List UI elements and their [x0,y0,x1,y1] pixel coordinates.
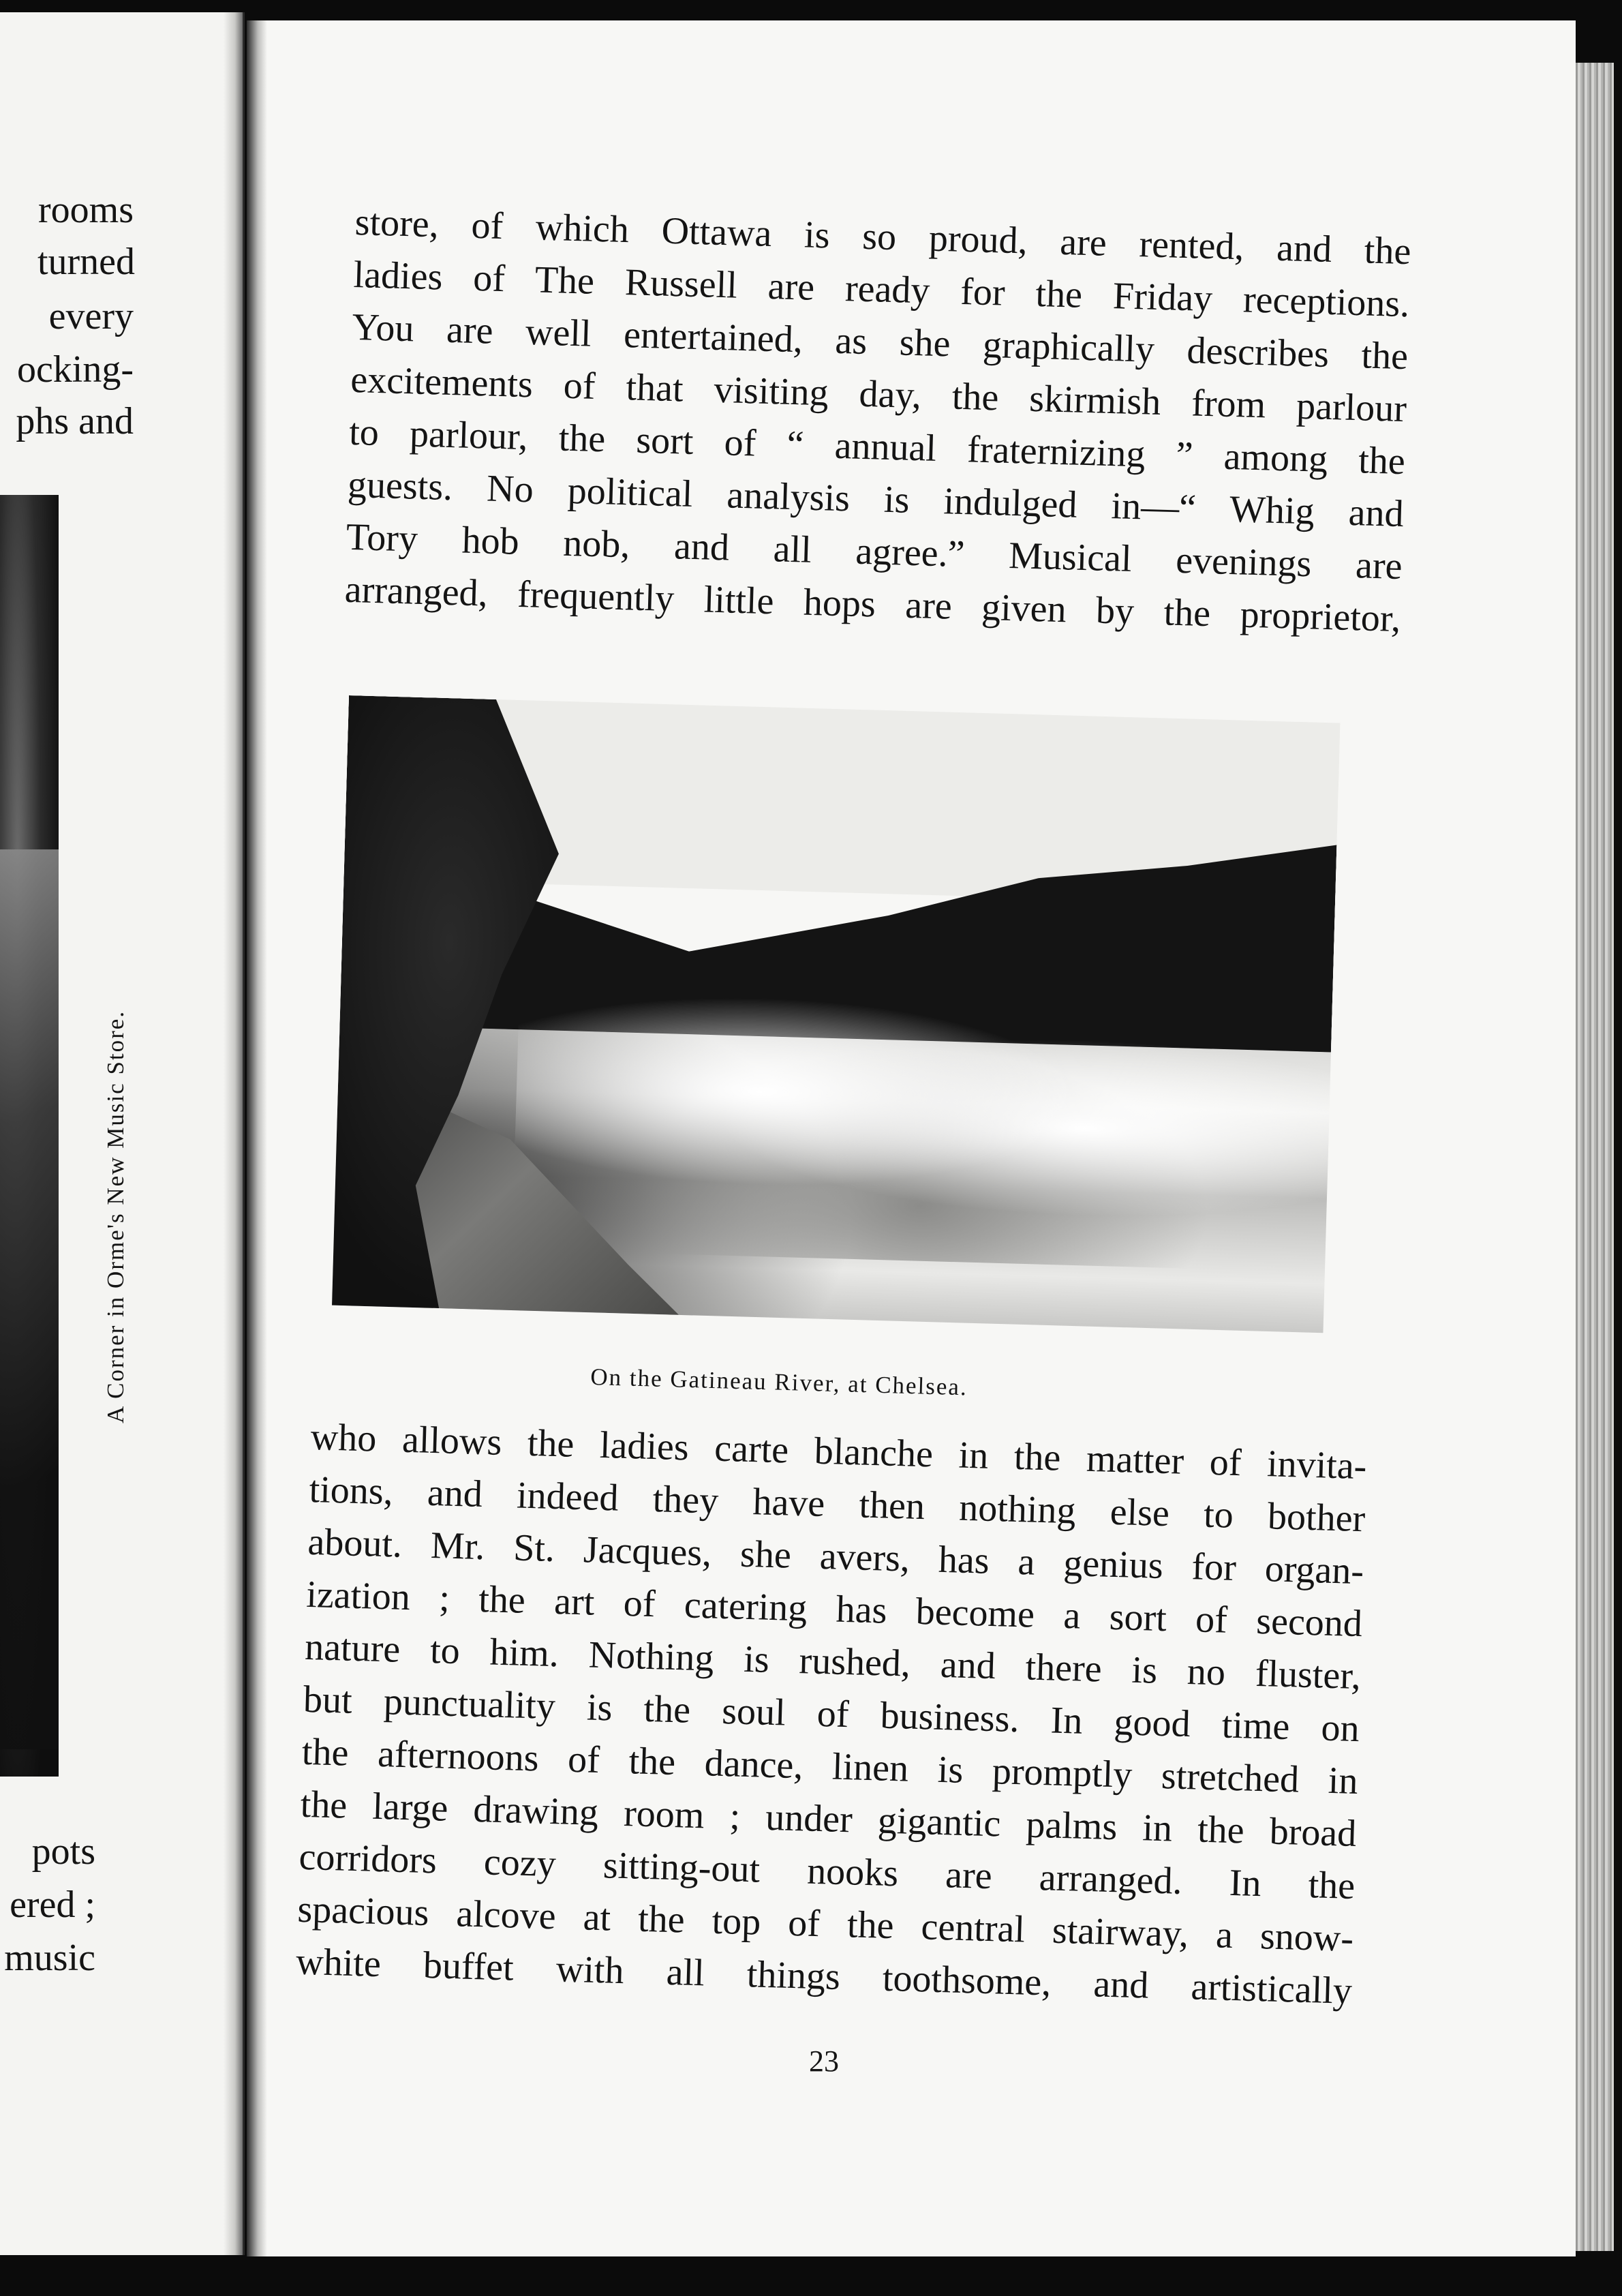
left-fragment: ocking- [16,348,134,391]
left-fragment: pots [31,1830,95,1873]
text-line: about. Mr. St. Jacques, she avers, has a genius for organ- [307,1520,1364,1593]
left-photo [0,495,59,1777]
left-fragment: phs and [16,400,134,442]
text-line: You are well entertained, as she graphically describes the [351,305,1409,378]
paragraph-bottom [295,1411,1367,2018]
text-line: ization ; the art of catering has become a sort of second [305,1573,1363,1646]
left-fragment: ered ; [10,1884,95,1926]
text-line: Tory hob nob, and all agree.” Musical evenings are [346,515,1403,588]
left-page [0,12,245,2255]
text-line: arranged, frequently little hops are given by the proprietor, [344,568,1402,641]
text-line: but punctuality is the soul of business. In good time on [303,1678,1360,1751]
book-page-edges [1576,63,1614,2251]
text-line: spacious alcove at the top of the central stairway, a snow- [296,1888,1354,1960]
text-line: guests. No political analysis is indulged in—“ Whig and [347,463,1405,536]
text-line: ladies of The Russell are ready for the Friday receptions. [352,253,1411,326]
left-fragment: turned [37,241,135,283]
photo-caption: On the Gatineau River, at Chelsea. [590,1363,968,1401]
text-line: white buffet with all things toothsome, and artistically [295,1940,1353,2012]
left-page-gutter [224,12,243,2255]
left-fragment: rooms [38,189,134,231]
left-fragment: music [4,1937,95,1979]
left-fragment: every [48,295,134,337]
text-line: nature to him. Nothing is rushed, and there is no fluster, [304,1625,1362,1698]
text-line: store, of which Ottawa is so proud, are rented, and the [354,200,1412,273]
right-page [247,20,1576,2256]
text-line: the large drawing room ; under gigantic palms in the broad [300,1783,1358,1856]
page-fold-shadow [247,20,267,2256]
left-photo-caption: A Corner in Orme's New Music Store. [102,1010,129,1423]
text-line: who allows the ladies carte blanche in the matter of invita- [310,1415,1368,1488]
text-line: corridors cozy sitting-out nooks are arranged. In the [298,1835,1356,1908]
page-number: 23 [809,2044,839,2078]
paragraph-top [344,196,1412,646]
text-line: the afternoons of the dance, linen is promptly stretched in [301,1730,1359,1803]
text-line: to parlour, the sort of “ annual fraternizing ” among the [348,410,1406,483]
photo-rapids [512,975,1332,1272]
text-line: excitements of that visiting day, the skirmish from parlour [350,358,1407,431]
text-line: tions, and indeed they have then nothing else to bother [308,1468,1366,1541]
river-photo [332,695,1340,1333]
